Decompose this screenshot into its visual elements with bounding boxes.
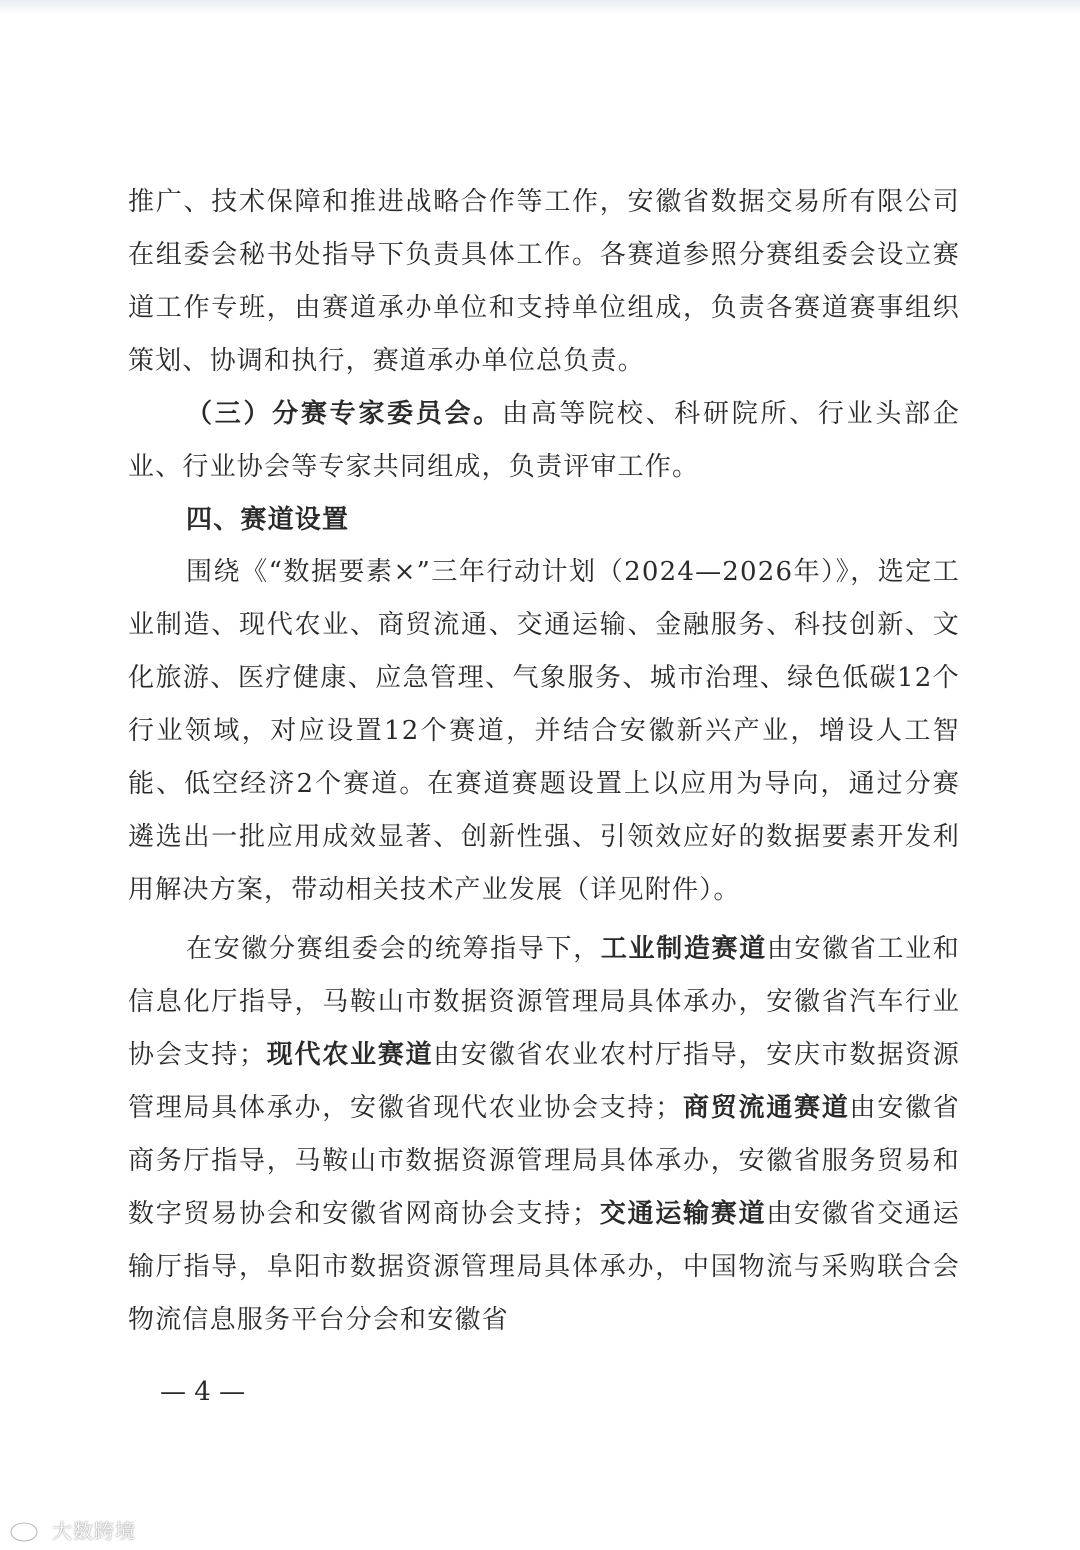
organizers-text-3: 由安徽省农业农村厅指导，安庆市数据资源管理局具体承办，安徽省现代农业协会支持；	[128, 1040, 960, 1123]
section-heading-track-setup: 四、赛道设置	[186, 505, 350, 535]
document-body	[128, 176, 960, 1347]
organizers-text-5: 由安徽省交通运输厅指导，阜阳市数据资源管理局具体承办，中国物流与采购联合会物流信息服务平台分会和安徽省	[128, 1199, 961, 1335]
organizers-text-1: 在安徽分赛组委会的统筹指导下，	[186, 934, 601, 964]
page-number: — 4 —	[160, 1377, 246, 1407]
paragraph-expert-committee	[128, 388, 960, 494]
track-name-modern-agriculture: 现代农业赛道	[266, 1040, 434, 1070]
track-name-transportation: 交通运输赛道	[599, 1199, 767, 1229]
paragraph-organization-duties: 推广、技术保障和推进战略合作等工作，安徽省数据交易所有限公司在组委会秘书处指导下负责具体工作。各赛道参照分赛组委会设立赛道工作专班，由赛道承办单位和支持单位组成，负责各赛道赛事组织策划、协调和执行，赛道承办单位总负责。	[128, 187, 960, 376]
track-name-commerce-circulation: 商贸流通赛道	[682, 1093, 850, 1123]
scan-top-edge	[0, 0, 1080, 14]
paragraph-track-organizers	[128, 923, 960, 1347]
track-name-industrial-manufacturing: 工业制造赛道	[600, 934, 767, 964]
expert-committee-body: 由高等院校、科研院所、行业头部企业、行业协会等专家共同组成，负责评审工作。	[128, 399, 960, 482]
weibo-icon	[8, 1515, 48, 1543]
organizers-text-4: 由安徽省商务厅指导，马鞍山市数据资源管理局具体承办，安徽省服务贸易和数字贸易协会和安徽省网商协会支持；	[128, 1093, 960, 1229]
watermark	[8, 1514, 136, 1544]
paragraph-track-setup: 围绕《“数据要素×”三年行动计划（2024—2026年）》，选定工业制造、现代农业、商贸流通、交通运输、金融服务、科技创新、文化旅游、医疗健康、应急管理、气象服务、城市治理、绿色低碳12个行业领域，对应设置12个赛道，并结合安徽新兴产业，增设人工智能、低空经济2个赛道。在赛道赛题设置上以应用为导向，通过分赛遴选出一批应用成效显著、创新性强、引领效应好的数据要素开发利用解决方案，带动相关技术产业发展（详见附件）。	[128, 557, 960, 905]
watermark-text: 大数跨境	[52, 1518, 136, 1543]
organizers-text-2: 由安徽省工业和信息化厅指导，马鞍山市数据资源管理局具体承办，安徽省汽车行业协会支持；	[128, 934, 960, 1070]
expert-committee-lead: （三）分赛专家委员会。	[186, 399, 502, 429]
